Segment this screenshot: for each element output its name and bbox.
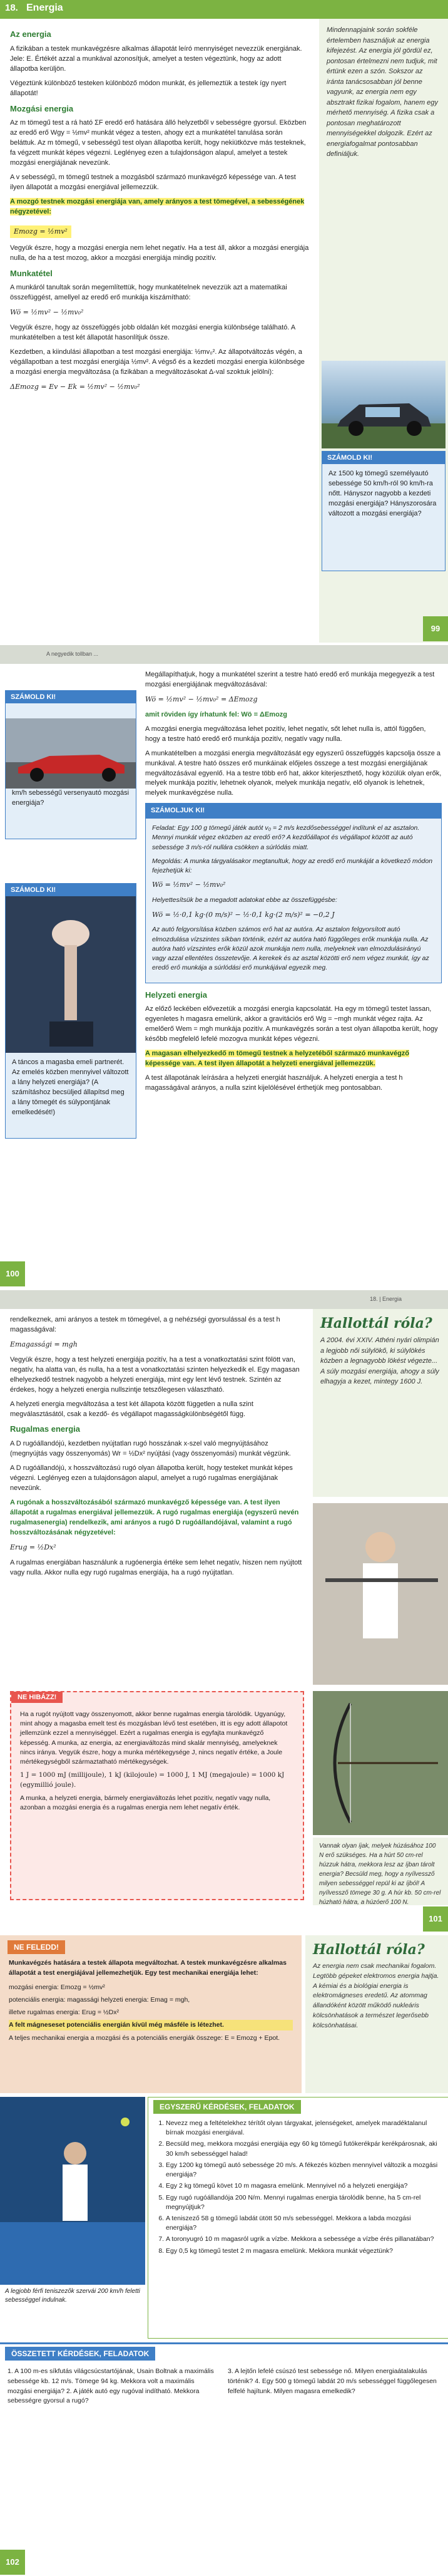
formula-example-1: Wö = ½mv² − ½mv₀² (152, 881, 226, 889)
summary-title: NE FELEDD! (8, 1940, 65, 1954)
question-item: 4. Egy 2 kg tömegű követ 10 m magasra emelünk. Mennyivel nő a helyzeti energiája? (166, 2181, 441, 2191)
calc-box-dancer (5, 883, 136, 1139)
sidebar-text: Mindennapjaink során sokféle értelemben használjuk az energia kifejezést. Az energia jól gördül ez, pontosan értelmezni nem tudjuk, mit értünk ezen a szón. Sokszor az iránta tanácsosabban jól benne vagyunk, az energia nem egy absztrakt fizikai fogalom, hanem egy mérhető mennyiség. A fizika csak a pontosan meghatározott mennyiségekkel dolgozik. Ezért az energiafogalmat pontosabban definiáljuk. (327, 26, 438, 158)
question-item: 7. A toronyugró 10 m magasról ugrik a vízbe. Mekkora a sebessége a vízbe érés pillanatában? (166, 2235, 441, 2244)
paragraph: A rugalmas energiában használunk a rugóenergia értéke sem lehet negatív, hiszen nem nyújtott vagy nulla. Akkor nulla egy rugó rugalmas energiája, ha a rugó nyújtatlan. (10, 1558, 302, 1576)
paragraph: Vegyük észre, hogy a mozgási energia nem lehet negatív. Ha a test áll, akkor a mozgási energiája nulla, de ha a test mozog, akkor a mozgási energiája mindig pozitív. (10, 244, 309, 262)
formula-kinetic: Emozg = ½mv² (10, 225, 71, 238)
paragraph: Megállapíthatjuk, hogy a munkatétel szerint a testre ható eredő erő munkája megegyezik a test mozgási energiájának megváltozásával: (145, 671, 435, 688)
summary-item: A teljes mechanikai energia a mozgási és a potenciális energiák összege: E = Emozg + Epot. (9, 2034, 280, 2042)
main-column (145, 670, 442, 1098)
paragraph: rendelkeznek, ami arányos a testek m tömegével, a g nehézségi gyorsulással és a test h magasságával: (10, 1316, 280, 1333)
formula-potential: Emagassági = mgh (10, 1340, 78, 1348)
chapter-title: Energia (26, 3, 63, 13)
section-heading: Rugalmas energia (10, 1424, 80, 1434)
shooter-image (313, 1503, 448, 1685)
exercises-left: 1. A 100 m-es síkfutás világcsúcstartójának, Usain Boltnak a maximális sebessége kb. 12 m/s. Tömege 94 kg. Mekkora volt a maximális mozgási energiája? 2. A játék autó egy rugóval indítható. Mekkora sebességre gyorsul a rugó? (8, 2367, 214, 2405)
formula-work-energy: Wö = ½mv² − ½mv₀² = ΔEmozg (145, 695, 258, 703)
racecar-illustration (6, 718, 136, 789)
complex-exercises-box (0, 2342, 448, 2545)
paragraph: A munkáról tanultak során megemlítettük, hogy munkatételnek nevezzük azt a matematikai összefüggést, amellyel az eredő erő munkája kiszámítható: (10, 284, 287, 302)
paragraph: Kezdetben, a kiindulási állapotban a test mozgási energiája: ½mv₀². Az állapotváltozás végén, a végállapotban a test mozgási energiája ½mv². A végső és a kezdeti mozgási energia különbsége a mozgási energia megváltozása (a fizikában a megváltozásokat Δ-val szoktuk jelölni): (10, 348, 305, 376)
paragraph: A fizikában a testek munkavégzésre alkalmas állapotát leíró mennyiséget nevezzük energiának. Jele: E. Értékét azzal a munkával azonosítjuk, amelyet a testen végeztünk, hogy az adott állapotba kerüljön. (10, 44, 302, 73)
worked-example (145, 803, 442, 983)
question-item: 6. A teniszező 58 g tömegű labdát ütött 50 m/s sebességgel. Mekkora a labda mozgási energiája? (166, 2214, 441, 2233)
questions-box (148, 2097, 448, 2339)
did-you-know-text: Az energia nem csak mechanikai fogalom. Legtöbb gépeket elektromos energia hajtja. A kémiai és a biológiai energia is elektromágneses eredetű. Az atommag állandóként között működő nukleáris kölcsönhatások a természet legerősebb kölcsönhatásai. (313, 1962, 439, 2029)
paragraph: A munkatételben a mozgási energia megváltozását egy egyszerű összefüggés kapcsolja össze a munkával. A testre ható összes erő munkáinak előjeles összege a test mozgási energiájának megváltozásával egyenlő. Ha a testre több erő hat, akkor kiterjeszthető, hogy közülük olyan erők, melyek munkája pozitív, lehetnek olyanok, melyek munkája negatív, elő olyanok is lehetnek, melyek munkavégzése nulla. (145, 749, 442, 797)
did-you-know-title: Hallottál róla? (320, 1315, 432, 1332)
main-column (10, 25, 309, 398)
running-header (0, 645, 448, 664)
example-question: Feladat: Egy 100 g tömegű játék autót v₀ = 2 m/s kezdősebességgel indítunk el az asztalon. Mennyi munkát végez eközben az eredő erő? A kezdőállapot és végállapot között az autó sebessége 3 m/s-ról nullára csökken a súrlódás miatt. (152, 824, 420, 851)
did-you-know-text: A 2004. évi XXIV. Athéni nyári olimpián a legjobb női súlylökő, ki súlylökés közben a legnagyobb lökést végezte... A súly mozgási energiája, ahogy a súly elhagyja a kezet, mintegy 1600 J. (320, 1337, 439, 1385)
key-definition: A rugónak a hosszváltozásából származó munkavégző képessége van. A test ilyen állapotát a rugalmas energiával jellemezzük. A rugó rugalmas energiája (egyszerű nevén rugalmasenergia) rendelkezik, ami arányos a rugó D rugóállandójával, valamint a rugó hosszváltozásának négyzetével: (10, 1498, 299, 1536)
question-item: 1. Nevezz meg a feltételekhez térítőt olyan tárgyakat, jelenségeket, amelyek maradéktalanul bírnak mozgási energiával. (166, 2119, 441, 2138)
section-heading: Munkatétel (10, 268, 53, 278)
paragraph: Az előző leckében elővezetük a mozgási energia kapcsolatát. Ha egy m tömegű testet lassan, egyenletes h magasra emelünk, akkor a gravitációs erő Wg = −mgh munkát végez rajta. Az emelőerő Wem = mgh munkája pozitív. A munkavégzés során a test olyan állapotba került, hogy később megfelelő lefelé mozogva munkát képes végezni. (145, 1005, 438, 1043)
tennis-image (0, 2097, 145, 2285)
paragraph: A D rugóállandójú, x hosszváltozású rugó olyan állapotba került, hogy testeket munkát képes végezni. Leglényeg ezen a tulajdonságon alapul, amelyet a rugó rugalmas energiájának nevezünk. (10, 1464, 293, 1492)
calc-box-text: km/h sebességű versenyautó mozgási energiája? (12, 789, 130, 807)
section-heading: Mozgási energia (10, 103, 74, 113)
archery-image (313, 1691, 448, 1835)
unit-conversions: 1 J = 1000 mJ (millijoule), 1 kJ (kilojoule) = 1000 J, 1 MJ (megajoule) = 1000 kJ (egymillió joule). (20, 1771, 285, 1789)
paragraph: A D rugóállandójú, kezdetben nyújtatlan rugó hosszának x-szel való megnyújtásához (megnyújtás vagy összenyomás) Wr = ½Dx² nyújtási (vagy összenyomási) munkát végzünk. (10, 1440, 291, 1458)
running-header (0, 1290, 448, 1309)
did-you-know-box (313, 1309, 448, 1497)
question-item: 3. Egy 1200 kg tömegű autó sebessége 20 m/s. A fékezés közben mennyivel változik a mozgási energiája? (166, 2161, 441, 2180)
calc-box-title: SZÁMOLD KI! (6, 691, 136, 703)
calc-box-racecar (5, 690, 136, 839)
example-answer: Megoldás: A munka tárgyalásakor megtanultuk, hogy az eredő erő munkáját a következő módon fejezhetjük ki: (152, 857, 433, 875)
photo-caption-box (313, 1838, 448, 1905)
dancer-image (6, 896, 136, 1053)
photo-caption: A legjobb férfi teniszezők szervái 200 km/h feletti sebességgel indulnak. (5, 2288, 140, 2304)
page-footer (0, 1905, 448, 1933)
formula-delta-kinetic: ΔEmozg = Ev − Ek = ½mv² − ½mv₀² (10, 382, 140, 391)
formula-work-theorem: Wö = ½mv² − ½mv₀² (10, 308, 84, 317)
page-footer (0, 2548, 448, 2576)
page-99 (0, 0, 448, 643)
did-you-know-title: Hallottál róla? (313, 1942, 425, 1958)
questions-list (148, 2116, 448, 2256)
key-definition: A magasan elhelyezkedő m tömegű testnek a helyzetéből származó munkavégző képessége van. A test ilyen állapotát a helyzeti energiával jellemezzük. (145, 1050, 410, 1068)
questions-title: EGYSZERŰ KÉRDÉSEK, FELADATOK (153, 2100, 301, 2114)
car-image (322, 361, 445, 448)
calc-box-title: SZÁMOLD KI! (322, 452, 445, 464)
page-footer (0, 1260, 448, 1288)
bow-illustration (313, 1691, 448, 1835)
paragraph: Az m tömegű test a rá ható ΣF eredő erő hatására álló helyzetből v sebességre gyorsul. Eközben az eredő erő Wgy = ½mv² munkát végez a testen, ahogy ezt a munkatétel tanulása során beláttuk. Az m tömegű, v sebességű test olyan állapotba került, hogy nekiütközve más testeknek, fa végzett munkát képes végezni. Leglényeg ezen a tulajdonságon alapul, amelyet a testek mozgási energiájának nevezünk. (10, 119, 307, 167)
summary-box (0, 1935, 302, 2093)
warning-box (10, 1691, 304, 1900)
page-number: 101 (423, 1906, 448, 1932)
car-illustration (322, 361, 445, 448)
did-you-know-box (305, 1935, 448, 2093)
page-102 (0, 1935, 448, 2576)
chapter-header (0, 0, 448, 19)
question-item: 5. Egy rugó rugóállandója 200 N/m. Mennyi rugalmas energia tárolódik benne, ha 5 cm-rel megnyújtjuk? (166, 2193, 441, 2212)
calc-box-title: SZÁMOLD KI! (6, 884, 136, 896)
main-column (10, 1315, 305, 1583)
chapter-number: 18. (5, 3, 18, 13)
summary-item: illetve rugalmas energia: Erug = ½Dx² (9, 2009, 119, 2017)
key-definition: A mozgó testnek mozgási energiája van, amely arányos a test tömegével, a sebességének négyzetével: (10, 197, 305, 215)
section-heading: Helyzeti energia (145, 990, 207, 1000)
paragraph: A test állapotának leírására a helyzeti energiát használjuk. A helyzeti energia a test h magasságával arányos, a nulla szint kijelölésével érthetjük meg pontosabban. (145, 1074, 403, 1092)
warning-tail: A munka, a helyzeti energia, bármely energiaváltozás lehet pozitív, negatív vagy nulla, azonban a mozgási energia és a rugalmas energia nem lehet negatív érték. (20, 1794, 271, 1811)
question-item: 8. Egy 0,5 kg tömegű testet 2 m magasra emelünk. Mekkora munkát végeztünk? (166, 2247, 441, 2256)
summary-intro: Munkavégzés hatására a testek állapota megváltozhat. A testek munkavégzésre alkalmas állapotát a test energiájával jellemezhetjük. Egy test mechanikai energiája lehet: (9, 1959, 287, 1977)
page-number: 102 (0, 2550, 25, 2575)
paragraph: Végeztünk különböző testeken különböző módon munkát, és jellemeztük a testek így nyert állapotát! (10, 79, 287, 97)
summary-item: potenciális energia: magassági helyzeti energia: Emag = mgh, (9, 1995, 190, 2004)
paragraph: A mozgási energia megváltozása lehet pozitív, lehet negatív, sőt lehet nulla is, attól függően, hogy a testre ható eredő erő munkája pozitív, negatív vagy nulla. (145, 725, 426, 743)
page-101 (0, 1290, 448, 1933)
dancer-illustration (6, 896, 136, 1053)
page-number: 100 (0, 1261, 25, 1286)
racecar-image (6, 718, 136, 789)
paragraph: Vegyük észre, hogy az összefüggés jobb oldalán két mozgási energia különbsége található. A munkatételben a test két állapotát hasonlítjuk össze. (10, 324, 295, 342)
paragraph-emphasis: amit röviden így írhatunk fel: Wö = ΔEmozg (145, 710, 288, 718)
exercises-right: 3. A lejtőn lefelé csúszó test sebessége nő. Milyen energiaátalakulás történik? 4. Egy 500 g tömegű labdát 20 m/s sebességgel függőlegesen felfelé hajítunk. Milyen magasra emelkedik? (228, 2367, 437, 2395)
page-footer (0, 615, 448, 643)
calc-box-text: A táncos a magasba emeli partnerét. Az emelés közben mennyivel változott a lány helyzeti energiája? (A számításhoz becsüljed állapítsd meg a lány tömegét és súlypontjának emelkedését!) (12, 1058, 129, 1116)
tennis-illustration (0, 2097, 145, 2285)
paragraph: A v sebességű, m tömegű testnek a mozgásból származó munkavégző képessége van. A test ilyen állapotát a mozgási energiával jellemezzük. (10, 173, 296, 191)
running-header-text: A negyedik tollban ... (46, 651, 99, 657)
formula-elastic: Erug = ½Dx² (10, 1543, 56, 1551)
paragraph: A helyzeti energia megváltozása a test két állapota között független a nulla szint megválasztásától, csak a kezdő- és végállapot magasságkülönbségétől függ. (10, 1400, 253, 1418)
photo-caption: Vannak olyan íjak, melyek húzásához 100 N erő szükséges. Ha a húrt 50 cm-rel húzzuk hátra, mekkora lesz az íjban tárolt energia? Becsüld meg, hogy a nyílvessző milyen sebességgel repül ki az íjból! A nyílvessző tömege 30 g. A húr kb. 50 cm-rel húzható hátra, a húzóerő 100 N. (319, 1843, 441, 1906)
warning-text: Ha a rugót nyújtott vagy összenyomott, akkor benne rugalmas energia tárolódik. Ugyanúgy, mint ahogy a magasba emelt test és mozgásban lévő test esetében, itt is egy adott állapotot jellemzünk ezzel a mennyiséggel. Ezért a rugalmas energia is egyfajta munkavégző képesség. A munka, az energia, az energiaváltozás mind skalár mennyiség, amelyeknek nincs iránya. Vegyük észre, hogy a munka mértékegysége J, nincs negatív értéke, a Joule mértékegységből származtatható mértékegységek. (20, 1710, 288, 1766)
calc-box-text: Az 1500 kg tömegű személyautó sebessége 50 km/h-ról 90 km/h-ra nőtt. Hányszor nagyobb a kezdeti mozgási energiája? Hányszorosára változott a mozgási energiája? (328, 470, 437, 517)
example-explanation: Az autó felgyorsítása közben számos erő hat az autóra. Az asztalon felgyorsított autó elmozdulása vízszintes síkban történik, ezért az autóra ható függőleges erők munkája nulla. Az autóra ható vízszintes erők közül azok munkája nem nulla, melyeknek van elmozdulásirányú vagy azzal ellentétes összetevője. A kerekek és az asztal közötti erő nem végez munkát, így az eredő erő munkája a súrlódási erő munkájával egyezik meg. (152, 926, 429, 972)
example-step: Helyettesítsük be a megadott adatokat ebbe az összefüggésbe: (152, 896, 337, 904)
section-heading: Az energia (10, 29, 51, 39)
paragraph: Vegyük észre, hogy a test helyzeti energiája pozitív, ha a test a vonatkoztatási szint fölött van, negatív, ha alatta van, és nulla, ha a test a vonatkoztatási szinten helyezkedik el. Egy magasan elhelyezkedő testnek nagyobb a helyzeti energiája, mint egy lent lévő testnek. Szintén az érdekes, hogy a helyzeti energia nullszintje tetszőlegesen választható. (10, 1355, 300, 1394)
calc-box (322, 451, 445, 571)
warning-box-title: NE HIBÁZZ! (11, 1692, 63, 1703)
summary-item: A felt mágneseset potenciális energián kívül még másféle is létezhet. (9, 2020, 293, 2030)
running-header-text: 18. | Energia (370, 1296, 402, 1302)
question-item: 2. Becsüld meg, mekkora mozgási energiája egy 60 kg tömegű futókerékpár kerékpárosnak, aki 30 km/h sebességgel halad! (166, 2139, 441, 2158)
worked-example-title: SZÁMOLJUK KI! (146, 804, 441, 819)
complex-exercises-title: ÖSSZETETT KÉRDÉSEK, FELADATOK (5, 2347, 155, 2361)
page-100 (0, 645, 448, 1288)
summary-item: mozgási energia: Emozg = ½mv² (9, 1983, 105, 1991)
formula-example-2: Wö = ½·0,1 kg·(0 m/s)² − ½·0,1 kg·(2 m/s)² = −0,2 J (152, 910, 335, 919)
athlete-illustration (313, 1503, 448, 1685)
page-number: 99 (423, 616, 448, 641)
